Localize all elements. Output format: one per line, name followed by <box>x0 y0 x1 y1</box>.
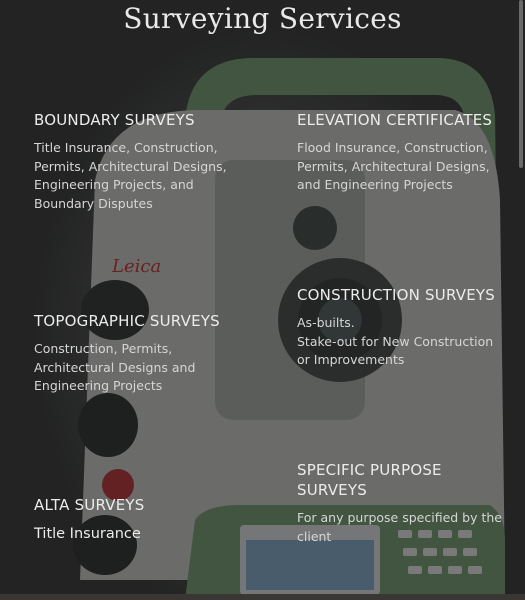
page-title: Surveying Services <box>123 2 402 35</box>
service-heading: ELEVATION CERTIFICATES <box>297 111 493 129</box>
service-elevation-certificates <box>297 110 502 195</box>
service-heading: SPECIFIC PURPOSE SURVEYS <box>297 461 442 499</box>
service-heading: ALTA SURVEYS <box>34 496 145 514</box>
service-description: For any purpose specified by the client <box>297 510 502 544</box>
service-construction-surveys <box>297 285 502 370</box>
service-description: Flood Insurance, Construction, Permits, Architectural Designs, and Engineering Projects <box>297 140 490 192</box>
service-topographic-surveys <box>34 311 249 396</box>
service-description: As-builts. Stake-out for New Construction or Improvements <box>297 315 494 367</box>
service-description: Title Insurance, Construction, Permits, Architectural Designs, Engineering Projects, and Boundary Disputes <box>34 140 227 211</box>
bottom-edge-bar <box>0 594 525 600</box>
service-heading: CONSTRUCTION SURVEYS <box>297 286 495 304</box>
service-heading: TOPOGRAPHIC SURVEYS <box>34 312 220 330</box>
service-description: Construction, Permits, Architectural Designs and Engineering Projects <box>34 341 196 393</box>
service-specific-purpose-surveys <box>297 460 502 546</box>
service-alta-surveys <box>34 495 249 544</box>
service-boundary-surveys <box>34 110 249 213</box>
page-scrollbar[interactable] <box>519 0 523 168</box>
service-description: Title Insurance <box>34 526 141 542</box>
service-heading: BOUNDARY SURVEYS <box>34 111 195 129</box>
